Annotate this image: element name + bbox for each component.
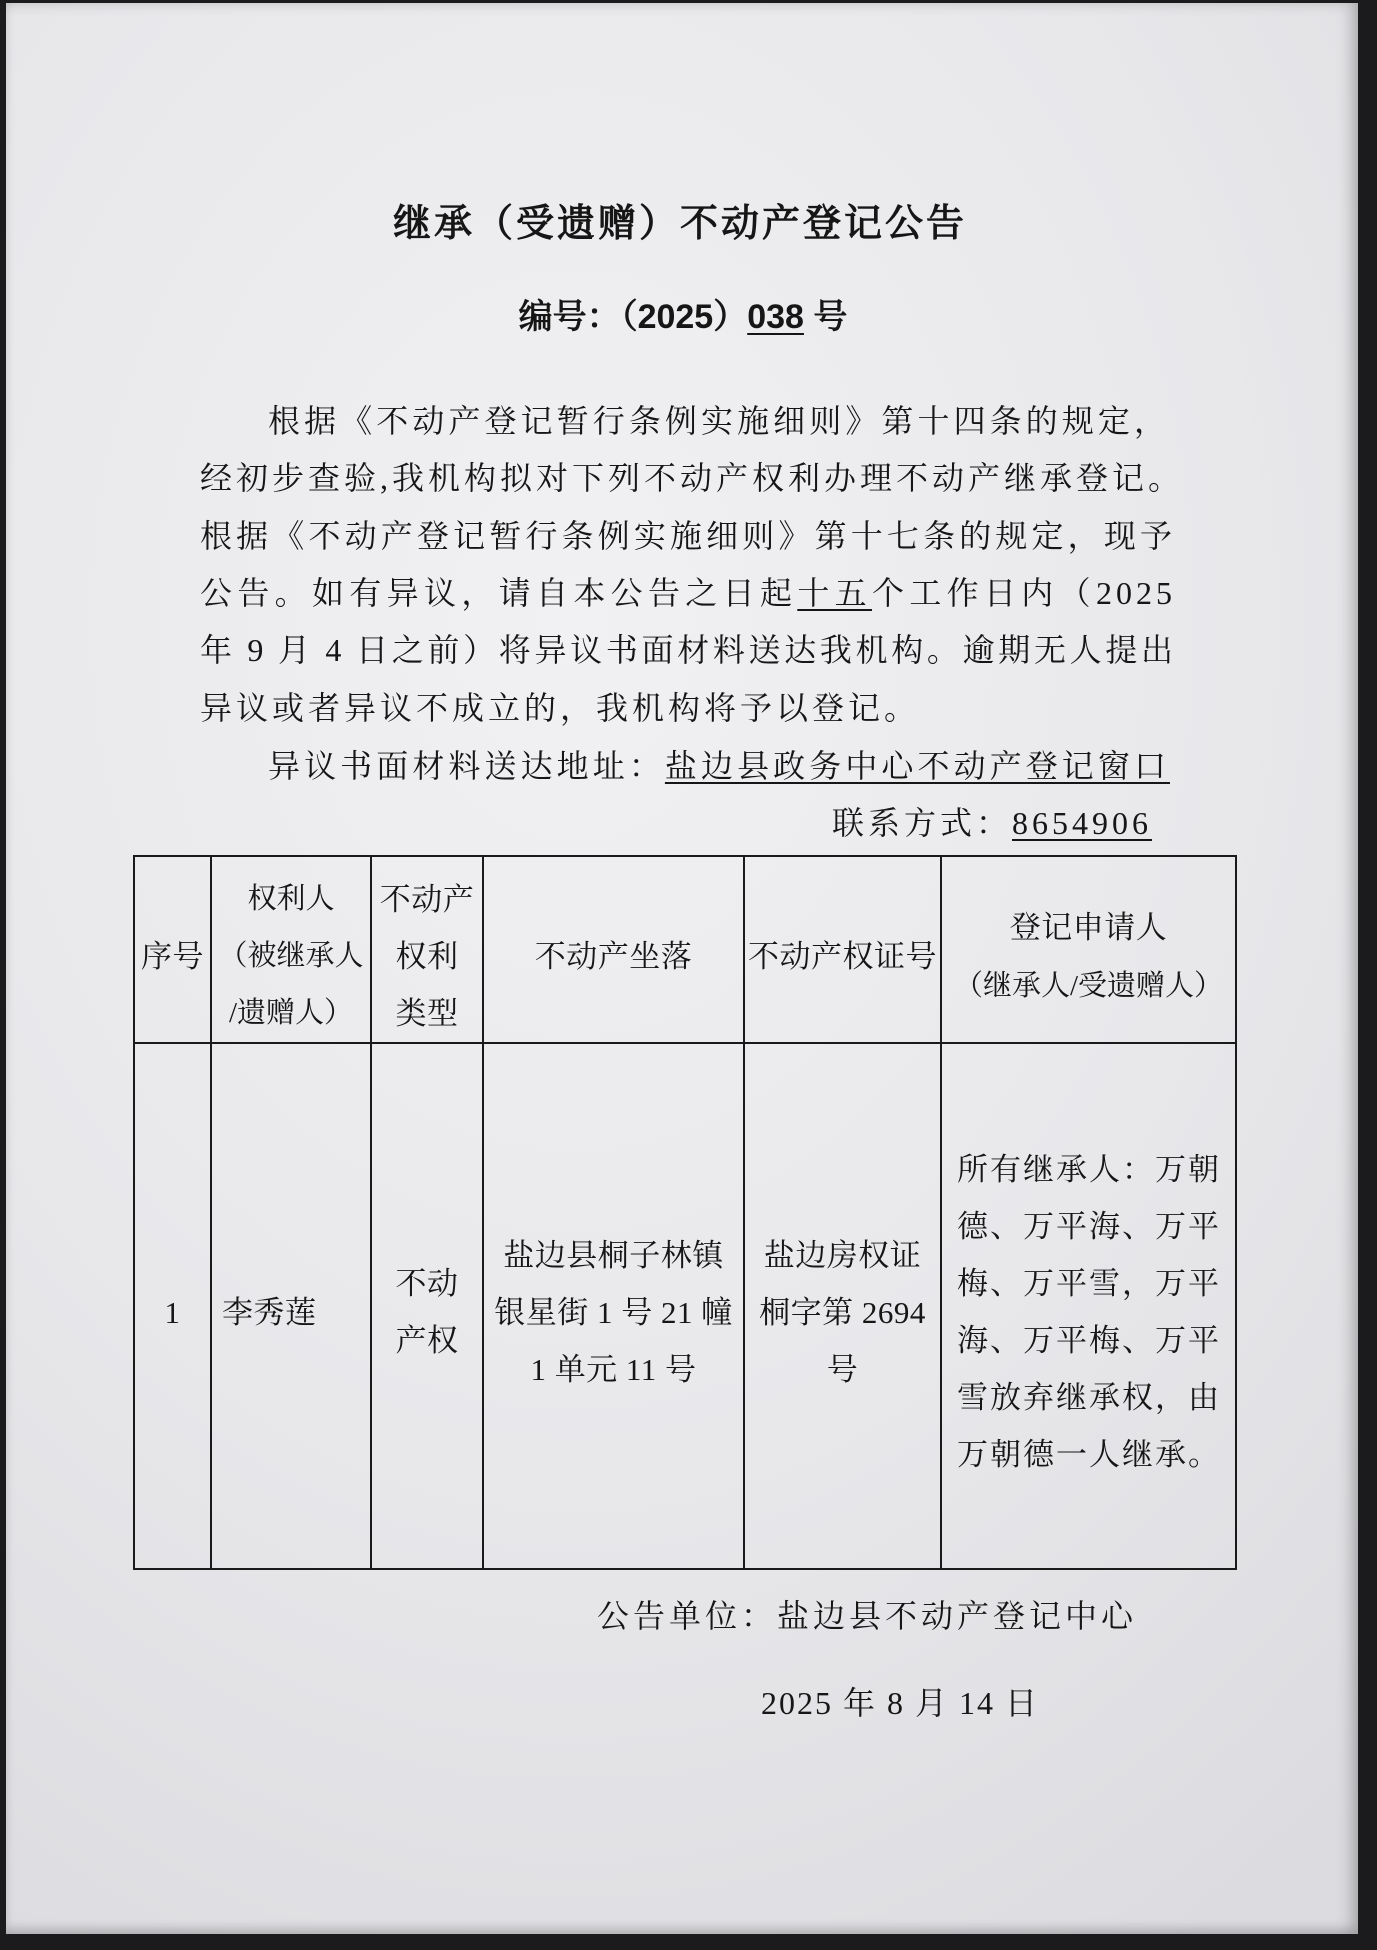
table-row (134, 1043, 1236, 1569)
body-line-2: 经初步查验,我机构拟对下列不动产权利办理不动产继承登记。 (200, 460, 1185, 496)
objection-address-label: 异议书面材料送达地址： (268, 748, 665, 784)
cell-applicant-line: 梅、万平雪，万平 (957, 1266, 1221, 1301)
header-holder-line: /遗赠人） (228, 997, 354, 1029)
table-header-row (134, 856, 1236, 1043)
header-seq (134, 856, 211, 1043)
registration-table (133, 855, 1237, 1570)
body-line-4-text-b: 个工作日内（2025 (871, 575, 1176, 611)
cell-applicant-line: 海、万平梅、万平 (957, 1323, 1221, 1358)
notice-date: 2025 年 8 月 14 日 (761, 1685, 1040, 1721)
body-line-4-text-a: 公告。如有异议，请自本公告之日起 (200, 575, 798, 611)
notice-number-suffix: 号 (803, 298, 848, 336)
cell-cert-no-line: 号 (826, 1351, 859, 1387)
cell-cert-no (744, 1043, 941, 1569)
header-right-type-line: 类型 (395, 996, 459, 1031)
cell-applicant (941, 1043, 1236, 1569)
contact-info (200, 795, 1152, 852)
body-line-4 (200, 565, 1176, 622)
cell-holder (211, 1043, 371, 1569)
notice-number-code: 038 (747, 298, 804, 336)
header-applicant-line: （继承人/受遗赠人） (953, 969, 1224, 1002)
contact-phone: 8654906 (1012, 805, 1152, 841)
header-applicant-line: 登记申请人 (1009, 909, 1168, 945)
cell-seq (134, 1043, 211, 1569)
header-right-type (371, 856, 483, 1043)
cell-applicant-line: 万朝德一人继承。 (957, 1437, 1221, 1472)
header-holder-line: 权利人 (247, 883, 335, 915)
cell-right-type (371, 1043, 483, 1569)
header-holder (211, 856, 371, 1043)
cell-right-type-line: 产权 (395, 1323, 459, 1358)
header-cert-no-line: 不动产权证号 (748, 939, 937, 974)
header-location (483, 856, 744, 1043)
objection-address-value: 盐边县政务中心不动产登记窗口 (664, 748, 1170, 784)
cell-location (483, 1043, 744, 1569)
header-seq-line: 序号 (141, 939, 204, 974)
body-line-1: 根据《不动产登记暂行条例实施细则》第十四条的规定， (268, 403, 1170, 439)
objection-period-days: 十五 (797, 575, 872, 611)
notice-number (0, 295, 1366, 339)
cell-applicant-line: 德、万平海、万平 (957, 1209, 1221, 1244)
objection-address (268, 738, 1170, 795)
header-cert-no (744, 856, 941, 1043)
notice-number-prefix: 编号：（2025） (518, 298, 748, 336)
cell-right-type-line: 不动 (395, 1266, 459, 1301)
body-line-5: 年 9 月 4 日之前）将异议书面材料送达我机构。逾期无人提出 (200, 632, 1176, 668)
body-line-6: 异议或者异议不成立的，我机构将予以登记。 (200, 690, 921, 726)
cell-location-line: 1 单元 11 号 (530, 1351, 697, 1387)
header-holder-line: （被继承人 (218, 940, 364, 972)
header-right-type-line: 不动产 (379, 882, 475, 917)
header-right-type-line: 权利 (395, 939, 459, 974)
cell-applicant-line: 雪放弃继承权，由 (957, 1380, 1221, 1415)
cell-cert-no-line: 桐字第 2694 (759, 1294, 926, 1330)
cell-cert-no-line: 盐边房权证 (763, 1237, 922, 1273)
body-line-3: 根据《不动产登记暂行条例实施细则》第十七条的规定，现予 (200, 518, 1176, 554)
notice-title: 继承（受遗赠）不动产登记公告 (392, 203, 967, 245)
contact-label: 联系方式： (831, 805, 1012, 841)
cell-location-line: 银星街 1 号 21 幢 (494, 1294, 733, 1330)
header-applicant (941, 856, 1236, 1043)
cell-holder-line: 李秀莲 (222, 1294, 317, 1330)
cell-location-line: 盐边县桐子林镇 (503, 1237, 724, 1273)
issuing-unit: 公告单位：盐边县不动产登记中心 (597, 1598, 1138, 1634)
cell-seq-line: 1 (164, 1294, 181, 1330)
header-location-line: 不动产坐落 (534, 939, 693, 974)
cell-applicant-line: 所有继承人：万朝 (957, 1152, 1221, 1187)
